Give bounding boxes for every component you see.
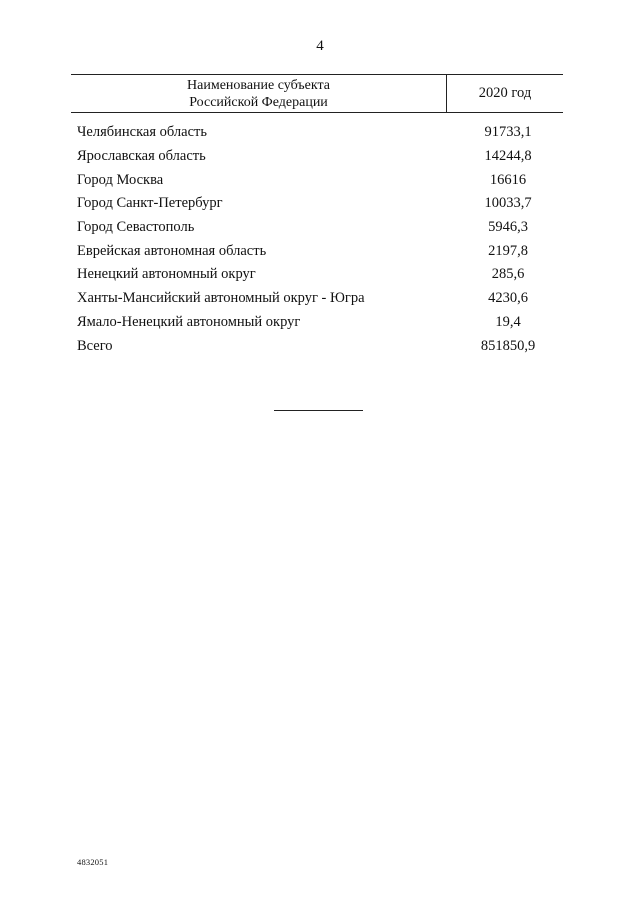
table-row (77, 216, 563, 240)
row-value: 285,6 (491, 266, 525, 283)
table-header (71, 74, 563, 113)
row-subject-name: Всего (77, 337, 113, 354)
row-value: 16616 (489, 171, 527, 188)
table-row (77, 263, 563, 287)
table-body (77, 121, 563, 358)
end-of-table-divider (274, 410, 363, 411)
row-subject-name: Челябинская область (77, 124, 207, 141)
table-row (77, 168, 563, 192)
table-row (77, 287, 563, 311)
table-row (77, 239, 563, 263)
table-row (77, 192, 563, 216)
row-subject-name: Город Севастополь (77, 219, 195, 236)
row-subject-name: Ханты-Мансийский автономный округ - Югра (77, 290, 365, 307)
table-row-total (77, 334, 563, 358)
row-value: 2197,8 (488, 242, 528, 259)
row-subject-name: Ярославская область (77, 148, 206, 165)
column-header-subject-line1: Наименование субъекта (187, 77, 330, 93)
column-header-subject (71, 75, 447, 112)
row-value: 91733,1 (484, 124, 532, 141)
row-subject-name: Город Москва (77, 171, 164, 188)
row-subject-name: Город Санкт-Петербург (77, 195, 223, 212)
row-value: 5946,3 (488, 219, 528, 236)
row-value: 10033,7 (484, 195, 532, 212)
row-subject-name: Еврейская автономная область (77, 242, 267, 259)
table-row (77, 121, 563, 145)
row-subject-name: Ненецкий автономный округ (77, 266, 256, 283)
row-value: 851850,9 (480, 337, 536, 354)
row-value: 4230,6 (488, 290, 528, 307)
row-value: 14244,8 (484, 148, 532, 165)
table-row (77, 311, 563, 335)
table-row (77, 145, 563, 169)
page-number: 4 (316, 38, 324, 54)
row-subject-name: Ямало-Ненецкий автономный округ (77, 313, 301, 330)
row-value: 19,4 (495, 313, 521, 330)
document-code: 4832051 (77, 857, 109, 867)
column-header-subject-line2: Российской Федерации (189, 94, 328, 110)
column-header-year: 2020 год (478, 85, 532, 101)
